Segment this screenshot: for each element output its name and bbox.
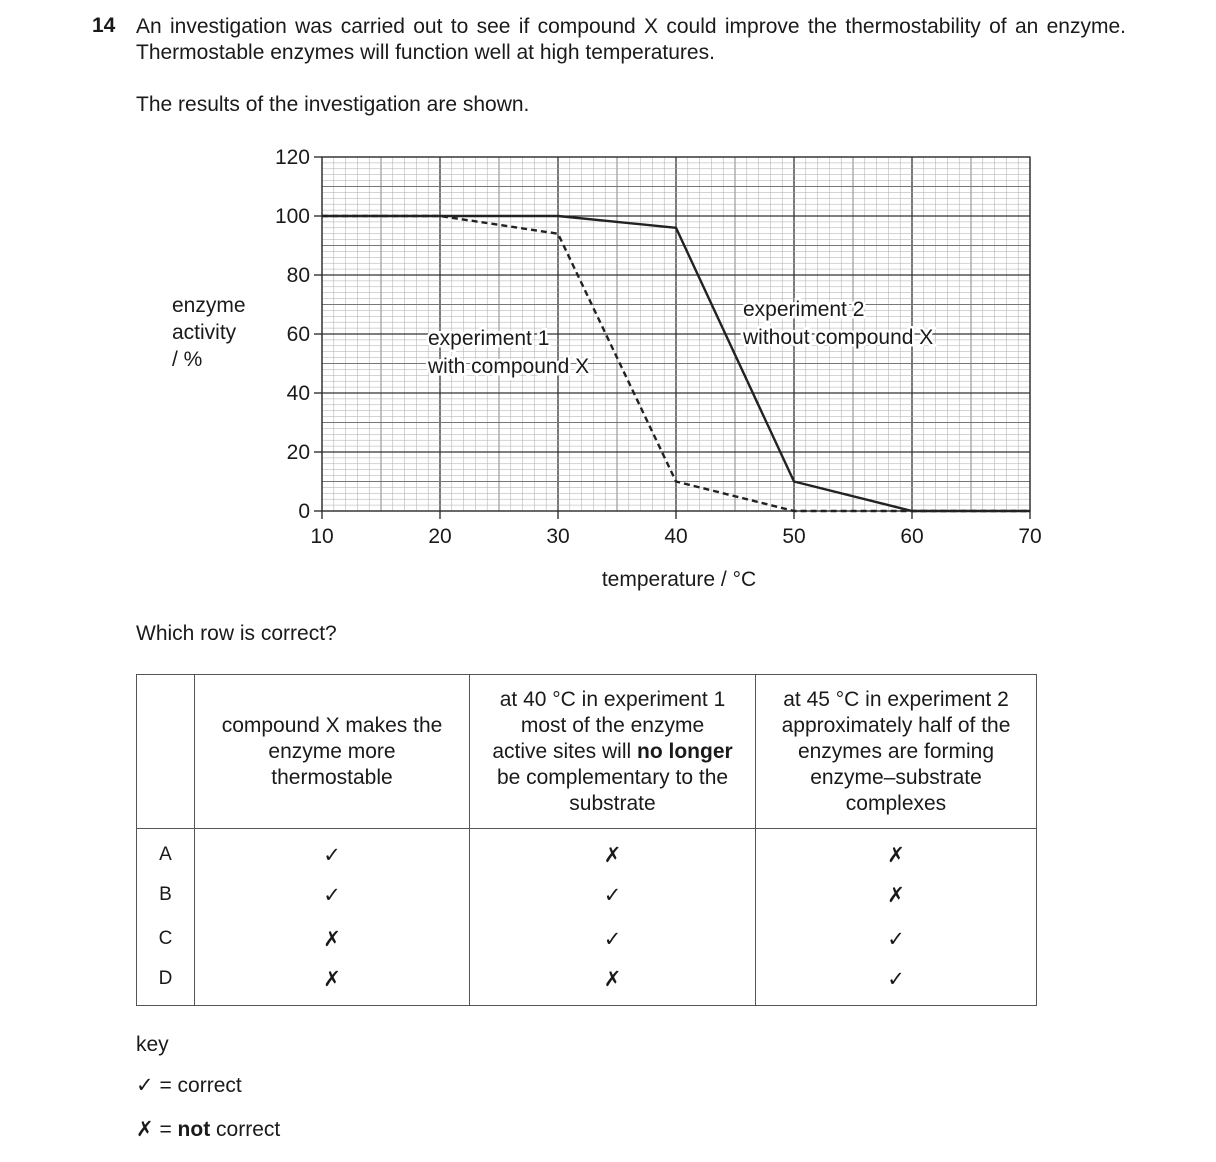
header-line-part: active sites will — [492, 739, 638, 763]
key-cross-text: correct — [210, 1118, 281, 1141]
header-line: compound X makes the — [221, 713, 443, 737]
y-tick-label: 100 — [274, 205, 310, 228]
header-line: be complementary to the — [496, 765, 729, 789]
mark-cell: ✗ — [756, 829, 1037, 874]
x-tick-label: 70 — [1018, 525, 1042, 548]
x-tick-label: 60 — [900, 525, 924, 548]
row-label: B — [137, 873, 195, 917]
y-tick-label: 0 — [298, 500, 310, 523]
y-tick-label: 120 — [274, 146, 310, 169]
mark-cell: ✓ — [756, 961, 1037, 1006]
header-line — [470, 739, 755, 765]
question-number: 14 — [92, 14, 116, 37]
mark-cell: ✗ — [470, 829, 756, 874]
x-tick-label: 40 — [664, 525, 688, 548]
row-label: C — [137, 917, 195, 961]
question-stem: An investigation was carried out to see if compound X could improve the thermostability of an enzyme. Thermostable enzymes will function well at high temperatures. — [136, 15, 1126, 64]
row-label: D — [137, 961, 195, 1006]
y-axis-label-line: activity — [172, 321, 237, 344]
intro-text: The results of the investigation are shown. — [136, 93, 530, 116]
table-row[interactable] — [137, 917, 1037, 961]
mark-cell: ✓ — [195, 873, 470, 917]
table-header — [756, 675, 1037, 829]
header-line: at 40 °C in experiment 1 — [499, 687, 726, 711]
mark-cell: ✗ — [470, 961, 756, 1006]
mark-cell: ✓ — [470, 917, 756, 961]
mark-cell: ✓ — [195, 829, 470, 874]
table-row[interactable] — [137, 873, 1037, 917]
y-tick-label: 60 — [286, 323, 310, 346]
series-label-line: without compound X — [743, 326, 934, 349]
mark-cell: ✗ — [195, 917, 470, 961]
mark-cell: ✗ — [195, 961, 470, 1006]
mark-cell: ✓ — [470, 873, 756, 917]
x-axis-label: temperature / °C — [601, 568, 757, 591]
header-line: approximately half of the — [781, 713, 1011, 737]
key-title: key — [136, 1033, 169, 1056]
mark-cell: ✓ — [756, 917, 1037, 961]
options-table — [136, 674, 1037, 1006]
header-line: complexes — [845, 791, 947, 815]
series-label-line: experiment 2 — [743, 298, 865, 321]
chart-series-labels — [427, 298, 933, 378]
key-cross-line — [136, 1117, 280, 1142]
header-bold-phrase: no longer — [637, 739, 733, 763]
mark-cell: ✗ — [756, 873, 1037, 917]
table-header-row — [137, 675, 1037, 829]
key-tick-line — [136, 1073, 242, 1098]
row-label: A — [137, 829, 195, 874]
header-line: substrate — [569, 791, 656, 815]
series-label-line: experiment 1 — [428, 327, 550, 350]
header-line: most of the enzyme — [520, 713, 705, 737]
x-tick-label: 50 — [782, 525, 806, 548]
y-tick-label: 80 — [286, 264, 310, 287]
header-line: thermostable — [271, 765, 393, 789]
y-axis-label-line: enzyme — [172, 294, 246, 317]
table-header — [195, 675, 470, 829]
table-header — [470, 675, 756, 829]
y-axis-label-line: / % — [172, 348, 203, 371]
cross-icon: ✗ — [136, 1118, 154, 1141]
table-row[interactable] — [137, 961, 1037, 1006]
x-tick-label: 20 — [428, 525, 452, 548]
x-tick-label: 30 — [546, 525, 570, 548]
table-header-blank — [137, 675, 195, 829]
series-label-line: with compound X — [428, 355, 590, 378]
y-tick-label: 40 — [286, 382, 310, 405]
check-icon: ✓ — [136, 1074, 154, 1097]
key-tick-text: = correct — [153, 1074, 242, 1097]
header-line: enzyme–substrate — [810, 765, 982, 789]
header-line: enzymes are forming — [797, 739, 995, 763]
key-cross-eq: = — [153, 1118, 178, 1141]
y-tick-label: 20 — [286, 441, 310, 464]
key-cross-bold: not — [177, 1118, 211, 1141]
x-tick-label: 10 — [310, 525, 334, 548]
header-line: at 45 °C in experiment 2 — [783, 687, 1009, 711]
table-row[interactable] — [137, 829, 1037, 874]
header-line: enzyme more — [268, 739, 396, 763]
prompt-text: Which row is correct? — [136, 622, 337, 645]
